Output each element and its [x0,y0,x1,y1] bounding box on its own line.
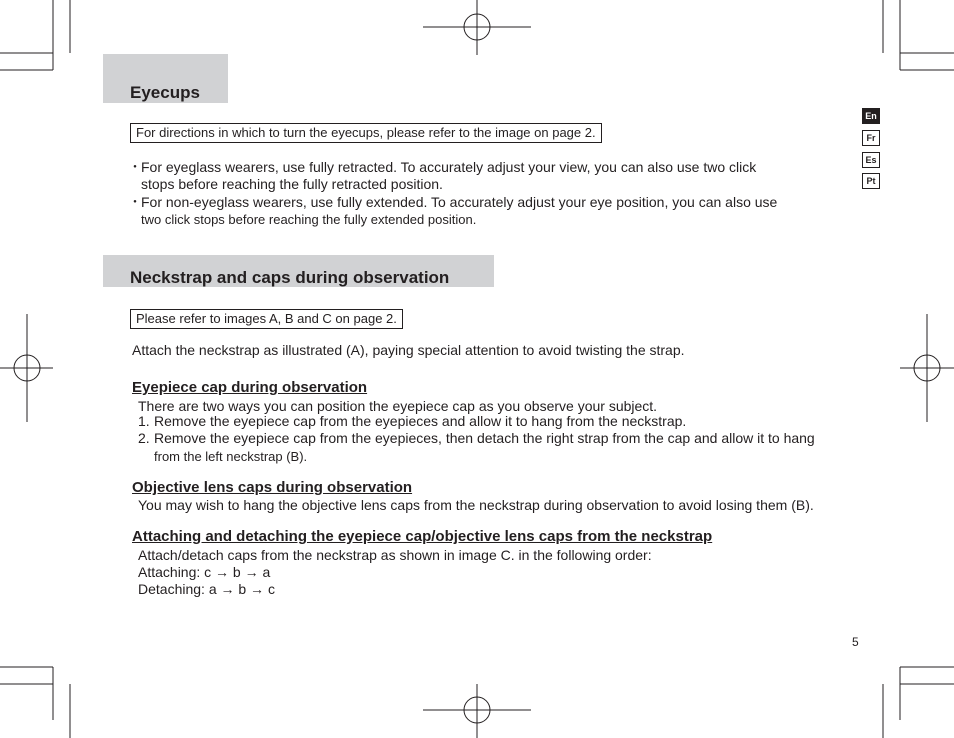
eyepiece-item-2-num: 2. [138,430,150,446]
eyepiece-item-1: Remove the eyepiece cap from the eyepieces and allow it to hang from the neckstrap. [154,413,687,429]
attaching-intro: Attach/detach caps from the neckstrap as shown in image C. in the following order: [138,547,652,563]
neckstrap-note: Please refer to images A, B and C on page 2. [130,309,403,329]
eyecups-bullet-1-line2: stops before reaching the fully retracted position. [141,176,443,192]
eyecups-heading: Eyecups [130,83,200,102]
lang-tab-fr[interactable]: Fr [862,130,880,146]
page-number: 5 [852,635,859,649]
objective-caps-title: Objective lens caps during observation [132,479,413,496]
lang-tab-es[interactable]: Es [862,152,880,168]
objective-caps-text: You may wish to hang the objective lens caps from the neckstrap during observation to avoid losing them (B). [138,497,814,513]
lang-tab-en[interactable]: En [862,108,880,124]
neckstrap-intro: Attach the neckstrap as illustrated (A), paying special attention to avoid twisting the strap. [132,342,685,358]
eyepiece-item-2-line2: from the left neckstrap (B). [154,449,308,464]
eyepiece-cap-title: Eyepiece cap during observation [132,379,368,396]
registration-mark-left [0,314,53,422]
eyecups-bullet-1-line1: For eyeglass wearers, use fully retracted. To accurately adjust your view, you can also use two click [141,159,757,175]
eyecups-bullet-2-line2: two click stops before reaching the fully extended position. [141,212,477,227]
bullet-marker: ・ [128,159,142,175]
neckstrap-heading: Neckstrap and caps during observation [130,268,450,287]
attaching-title: Attaching and detaching the eyepiece cap/objective lens caps from the neckstrap [132,528,713,545]
eyepiece-item-2-line1: Remove the eyepiece cap from the eyepieces, then detach the right strap from the cap and allow it to hang [154,430,815,446]
detaching-order: Detaching: a → b → c [138,581,275,597]
registration-mark-top [423,0,531,55]
eyepiece-item-1-num: 1. [138,413,150,429]
registration-mark-right [900,314,954,422]
registration-mark-bottom [423,684,531,738]
lang-tab-pt[interactable]: Pt [862,173,880,189]
eyepiece-cap-intro: There are two ways you can position the eyepiece cap as you observe your subject. [138,398,658,414]
eyecups-bullet-2-line1: For non-eyeglass wearers, use fully extended. To accurately adjust your eye position, you can also use [141,194,778,210]
attaching-order: Attaching: c → b → a [138,564,271,580]
bullet-marker: ・ [128,194,142,210]
eyecups-note: For directions in which to turn the eyecups, please refer to the image on page 2. [130,123,602,143]
